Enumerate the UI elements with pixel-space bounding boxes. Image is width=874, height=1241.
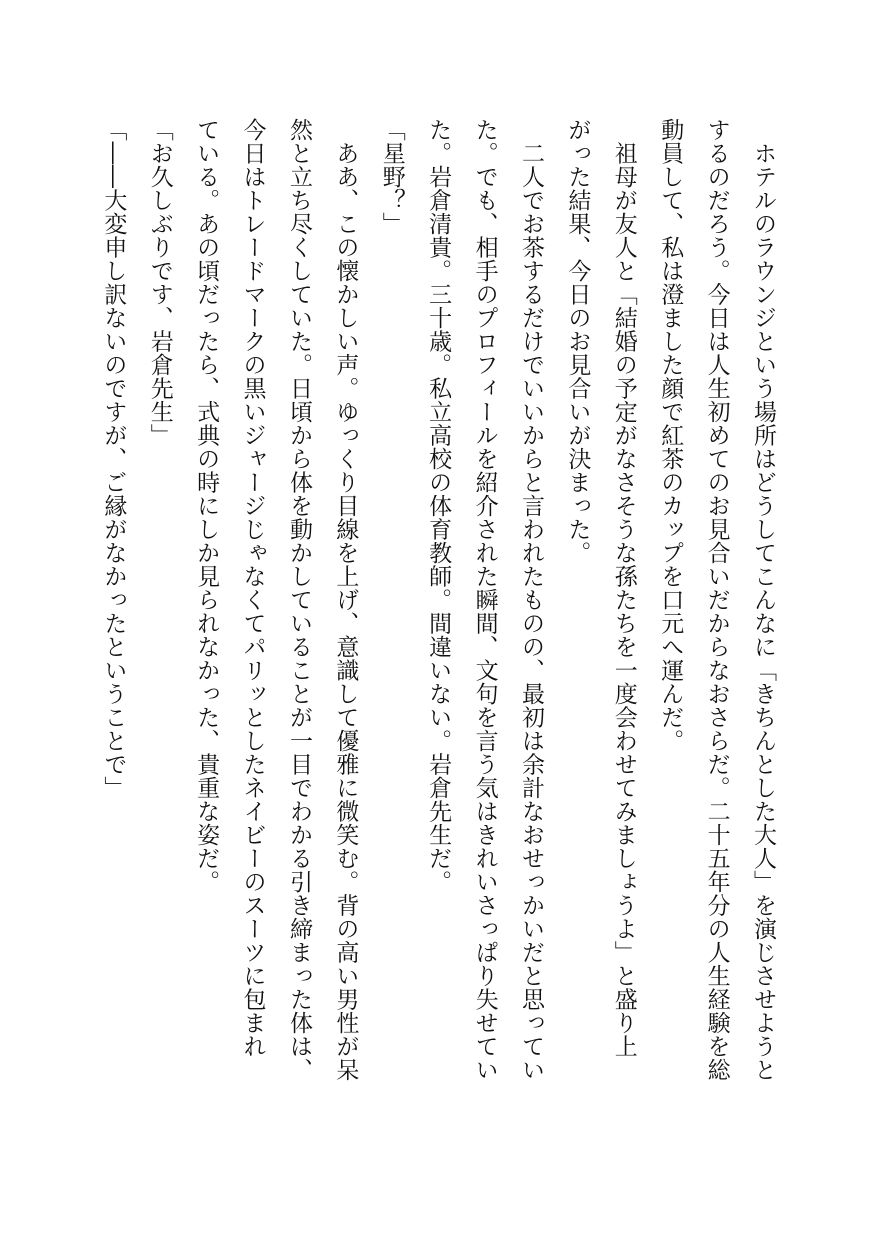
text-line-15: 「――大変申し訳ないのですが、ご縁がなかったということで」 [100,118,127,800]
vertical-text-body [90,118,786,1168]
text-line-5: がった結果、今日のお見合いが決まった。 [564,118,591,565]
text-line-4: 祖母が友人と「結婚の予定がなさそうな孫たちを一度会わせてみましょうよ」と盛り上 [610,118,637,1058]
text-line-14: 「お久しぶりです、岩倉先生」 [146,118,173,447]
text-line-1: ホテルのラウンジという場所はどうしてこんなに「きちんとした大人」を演じさせようと [750,118,776,1082]
text-line-11: 然と立ち尽くしていた。日頃から体を動かしていることが一目でわかる引き締まった体は、 [285,118,312,1082]
text-line-7: た。でも、相手のプロフィールを紹介された瞬間、文句を言う気はきれいさっぱり失せてい [471,118,498,1082]
text-line-9: 「星野？」 [378,118,405,236]
text-line-3: 動員して、私は澄ました顔で紅茶のカップを口元へ運んだ。 [657,118,684,753]
text-line-8: た。岩倉清貴。三十歳。私立高校の体育教師。間違いない。岩倉先生だ。 [425,118,452,894]
text-line-10: ああ、この懐かしい声。ゆっくり目線を上げ、意識して優雅に微笑む。背の高い男性が呆 [332,118,359,1082]
text-line-13: ている。あの頃だったら、式典の時にしか見られなかった、貴重な姿だ。 [193,118,220,894]
text-line-2: するのだろう。今日は人生初めてのお見合いだからなおさらだ。二十五年分の人生経験を総 [703,118,730,1082]
text-line-12: 今日はトレードマークの黒いジャージじゃなくてパリッとしたネイビーのスーツに包まれ [239,118,266,1058]
text-line-6: 二人でお茶するだけでいいからと言われたものの、最初は余計なおせっかいだと思ってい [517,118,544,1082]
